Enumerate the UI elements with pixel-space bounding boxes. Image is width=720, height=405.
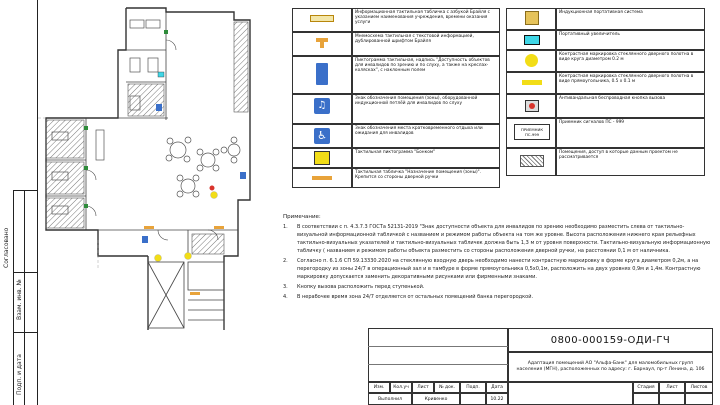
call-button-mark xyxy=(210,186,215,191)
legend-left-text-cell xyxy=(352,168,500,188)
legend-right-text-cell xyxy=(556,148,705,176)
row-cell xyxy=(460,393,486,405)
frame-strip-divider xyxy=(13,190,14,405)
sheets-label-text: Листов xyxy=(690,385,708,390)
contrast-circle xyxy=(185,253,192,260)
row-text: Выполнил xyxy=(378,396,402,402)
stage-value xyxy=(633,393,659,405)
title-block xyxy=(368,328,713,405)
legend-table xyxy=(292,8,705,188)
stage-label-text: Стадия xyxy=(637,385,655,390)
legend-text: Контрастная маркировка стеклянного дверного полотна в виде круга диаметром 0.2 м xyxy=(559,52,694,63)
restricted-zone xyxy=(234,22,248,112)
header-cell xyxy=(412,382,434,393)
contrast-strip xyxy=(144,226,154,229)
header-cell xyxy=(368,382,390,393)
row-cell xyxy=(412,393,460,405)
notes-block xyxy=(283,213,711,301)
drawing-description xyxy=(508,352,713,382)
sheets-label xyxy=(685,382,713,393)
note-text: Кнопку вызова расположить перед ступенькой. xyxy=(297,284,425,290)
sheets-value xyxy=(685,393,713,405)
contrast-strip xyxy=(190,292,200,295)
legend-left-text-cell xyxy=(352,94,500,124)
hatch-icon xyxy=(520,155,544,167)
receiver-label: ПРИЕМНИК ПС-999 xyxy=(520,127,544,137)
legend-text: Помещения, доступ в которые данным проектом не рассматривается xyxy=(559,150,678,161)
tactile-mark xyxy=(164,30,168,34)
note-number: 4. xyxy=(283,294,288,300)
yellow-strip-icon xyxy=(522,80,542,85)
legend-text: Знак обозначения места кратковременного отдыха или ожидания для инвалидов xyxy=(355,126,483,137)
stage-label xyxy=(633,382,659,393)
restricted-zone xyxy=(128,84,164,116)
header-cell xyxy=(460,382,486,393)
mnemonic-sign-icon xyxy=(320,42,324,48)
drawing-description-text: Адаптация помещений АО "Альфа-Банк" для маломобильных групп населения (МГН), расположенных по адресу: г. Барнаул, пр-т Ленина, д. 106 xyxy=(516,361,705,372)
legend-right-text-cell xyxy=(556,94,705,118)
row-cell xyxy=(368,393,412,405)
drawing-code xyxy=(508,328,713,352)
sheet-label-text: Лист xyxy=(666,385,678,390)
legend-text: Тактильная табличка "Назначение помещения (зоны)". Крепится со стороны дверной ручки xyxy=(355,170,482,181)
frame-strip-top xyxy=(13,190,38,191)
pictogram-icon xyxy=(316,63,328,85)
header-text: Кол.уч xyxy=(393,385,409,390)
row-cell xyxy=(486,393,508,405)
legend-text: Индукционная портативная система xyxy=(559,10,643,15)
note-text: Согласно п. 6.1.6 СП 59.13330.2020 на стеклянную входную дверь необходимо нанести контрастную маркировку в форме круга диаметром 0,2м, а на перегородку из зоны 24/7 в операционный зал и в тамбуре в форме прямоугольника 0,5х0,1м, расположить на двух уровнях 0,9м и 1,4м. Контрастную маркировку допускается заменить декоративными рисунками или фирменными знаками. xyxy=(297,258,701,280)
legend-right-text-cell xyxy=(556,8,705,30)
yellow-circle-icon xyxy=(525,54,538,67)
note-item xyxy=(283,223,711,255)
project-name-cell xyxy=(508,382,633,405)
legend-text: Знак обозначения помещения (зоны), оборудованной индукционной петлёй для инвалидов по слуху xyxy=(355,96,478,107)
header-text: Подп. xyxy=(466,385,480,390)
call-button-dot-icon xyxy=(529,103,535,109)
tactile-mark xyxy=(84,166,88,170)
drawing-code-text: 0800-000159-ОДИ-ГЧ xyxy=(550,334,671,346)
call-pictogram-icon xyxy=(314,151,330,165)
tactile-mark xyxy=(84,126,88,130)
legend-left-text-cell xyxy=(352,56,500,94)
legend-right-text-cell xyxy=(556,72,705,94)
note-number: 2. xyxy=(283,258,288,264)
note-item xyxy=(283,293,711,301)
restricted-zone xyxy=(192,234,224,254)
legend-left-text-cell xyxy=(352,32,500,56)
receiver-icon xyxy=(514,124,550,140)
wheelchair-icon: ♿ xyxy=(314,128,330,144)
legend-right-text-cell xyxy=(556,118,705,148)
sheet-label xyxy=(659,382,685,393)
legend-right-text-cell xyxy=(556,30,705,50)
note-number: 3. xyxy=(283,284,288,290)
floor-plan xyxy=(38,0,300,405)
sheet-value xyxy=(659,393,685,405)
notes-heading: Примечание: xyxy=(283,214,321,220)
revision-grid xyxy=(368,328,508,382)
legend-text: Пиктограмма тактильная, надпись "Доступность объектов для инвалидов по зрению и по слуху, а также на креслах-колясках", с наклонным полем xyxy=(355,58,490,74)
pictogram-mark xyxy=(142,236,148,243)
frame-strip-divider xyxy=(24,190,25,405)
restricted-zones xyxy=(46,22,248,254)
room-sign-icon xyxy=(312,176,332,180)
legend-text: Портативный увеличитель xyxy=(559,32,620,37)
strip-label-signature: Подп. и дата xyxy=(16,354,23,395)
note-item xyxy=(283,283,711,291)
tactile-mark xyxy=(84,204,88,208)
legend-text: Приемник сигналов ПС - 999 xyxy=(559,120,625,125)
pictogram-mark xyxy=(240,172,246,179)
header-text: Дата xyxy=(491,385,503,390)
magnifier-mark xyxy=(158,72,164,77)
header-text: Изм. xyxy=(373,385,385,390)
row-text: 10.22 xyxy=(490,396,504,402)
note-number: 1. xyxy=(283,224,288,230)
legend-text: Тактильная пиктограмма "Бонком" xyxy=(355,150,436,155)
strip-label-approved: Согласовано xyxy=(3,227,10,268)
legend-text: Информационная тактильная табличка с азбукой Брайля с указанием наименования учреждения, времени оказания услуги xyxy=(355,10,491,26)
legend-left-text-cell xyxy=(352,148,500,168)
magnifier-icon xyxy=(524,35,540,45)
grid-line xyxy=(368,346,508,347)
hearing-icon: ♫ xyxy=(314,98,330,114)
header-cell xyxy=(434,382,460,393)
induction-loop-icon xyxy=(525,11,539,25)
header-text: № док. xyxy=(438,385,456,390)
row-text: Кривенко xyxy=(424,396,448,402)
legend-right-text-cell xyxy=(556,50,705,72)
header-text: Лист xyxy=(417,385,429,390)
frame-strip-row xyxy=(13,272,38,273)
legend-text: Мнемосхема тактильная с текстовой информацией, дублированной шрифтом Брайля xyxy=(355,34,474,45)
legend-left-text-cell xyxy=(352,8,500,32)
header-cell xyxy=(390,382,412,393)
pictogram-mark xyxy=(156,104,162,111)
contrast-circle xyxy=(155,255,162,262)
grid-line xyxy=(368,364,508,365)
contrast-strip xyxy=(214,226,224,229)
note-text: В соответствии с п. 4.3.7.3 ГОСТа 52131-2019 "Знак доступности объекта для инвалидов по зрению необходимо разместить слева от тактильно-визуальной информационной табличкой с названием и режимом работы объекта на том же уровне. Высота расположения нижнего края рельефных тактильно-визуальных указателей и тактильно-визуальных табличек должна быть 1,3 м от уровня поверхности. Тактильно-визуальную информационную табличку ( названием и режимом работы объекта разместить со стороны расположения дверной ручки, на расстоянии 0,1 м от наличника. xyxy=(297,224,711,254)
header-cell xyxy=(486,382,508,393)
legend-text: Контрастная маркировка стеклянного дверного полотна в виде прямоугольника, 0.5 х 0.1 м xyxy=(559,74,694,85)
tactile-sign-icon xyxy=(310,15,334,22)
strip-label-replaced: Взам. инв. № xyxy=(16,279,23,320)
note-item xyxy=(283,257,711,281)
contrast-circle xyxy=(211,192,218,199)
legend-text: Антивандальная беспроводная кнопка вызова xyxy=(559,96,666,101)
legend-left-text-cell xyxy=(352,124,500,148)
frame-strip-row xyxy=(13,332,38,333)
note-text: В нерабочее время зона 24/7 отделяется от остальных помещений банка перегородкой. xyxy=(297,294,534,300)
